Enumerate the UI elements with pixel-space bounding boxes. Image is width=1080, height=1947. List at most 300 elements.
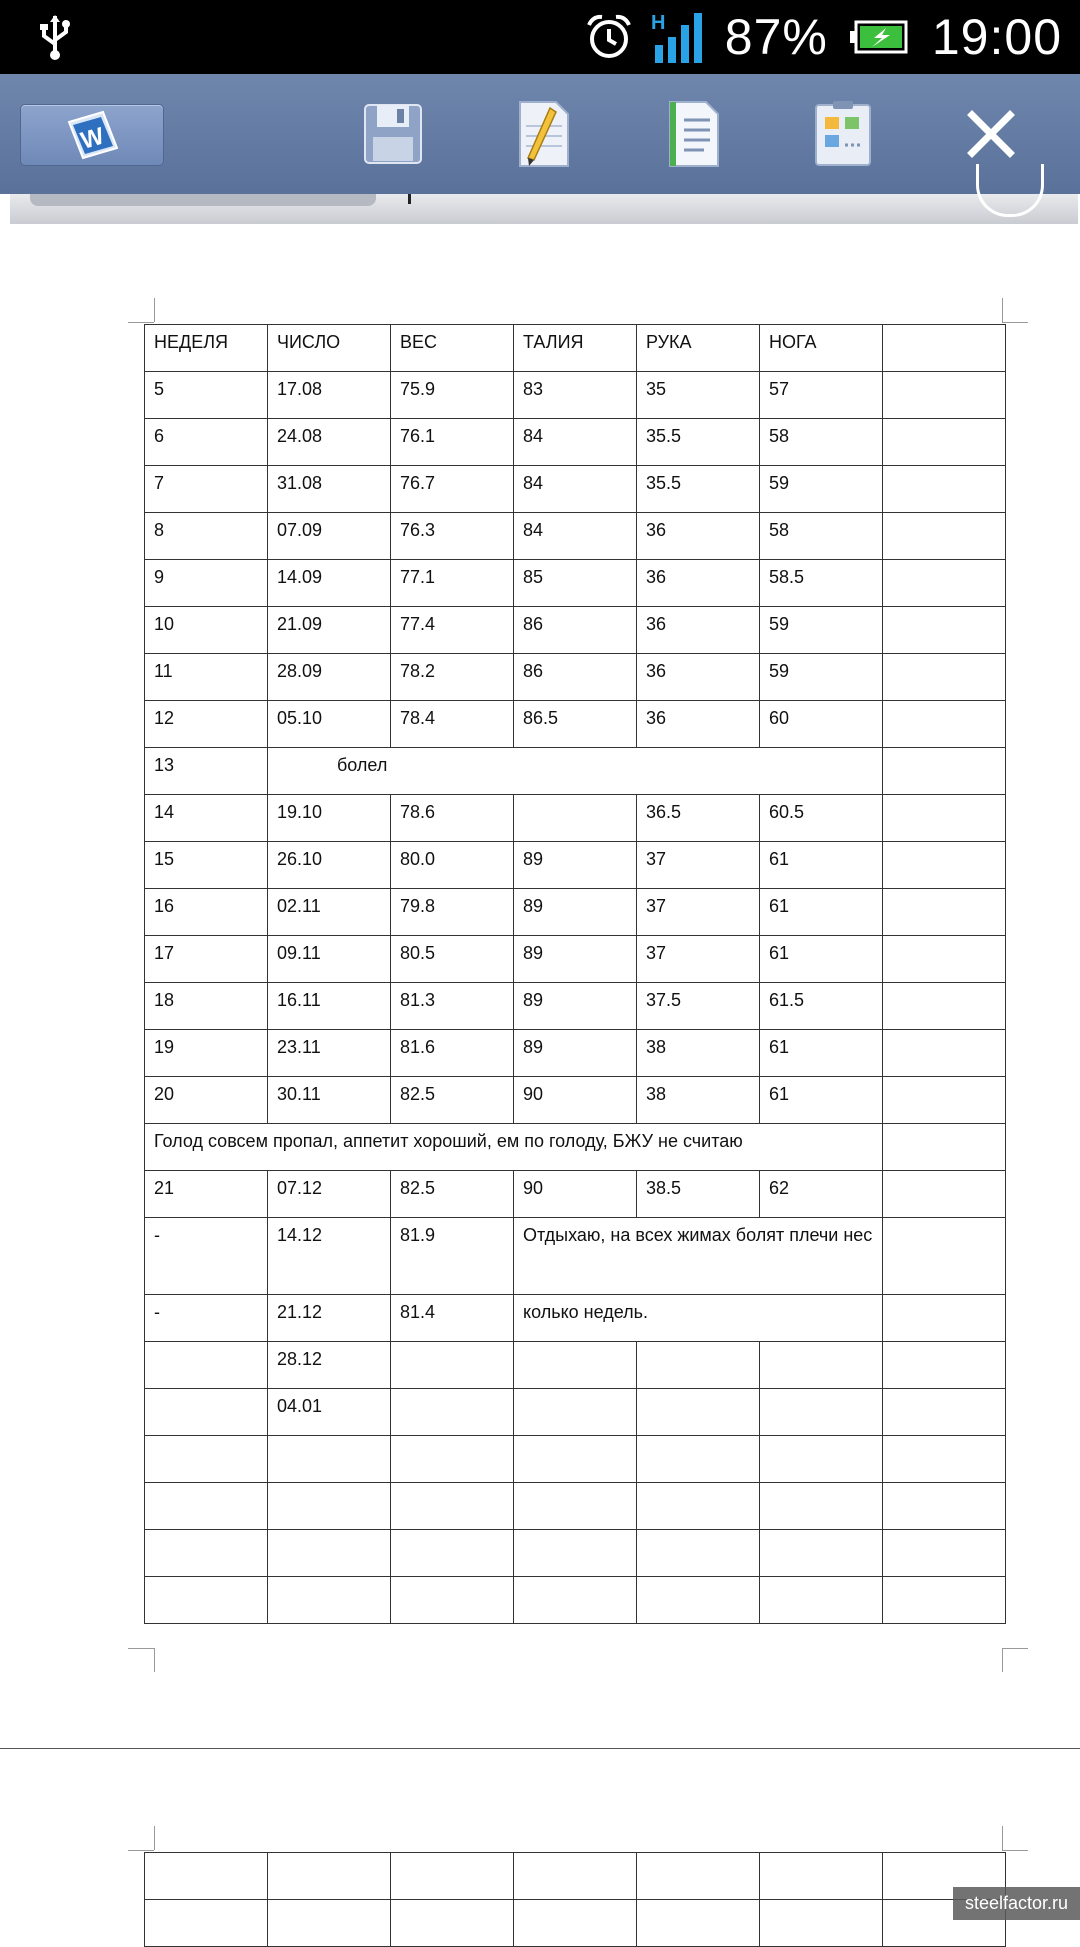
table-cell[interactable] — [391, 1077, 514, 1124]
table-cell[interactable] — [637, 560, 760, 607]
table-cell[interactable] — [883, 1577, 1006, 1624]
table-cell[interactable] — [760, 842, 883, 889]
table-cell[interactable] — [145, 1853, 268, 1900]
table-row — [145, 936, 1006, 983]
cell-text: 28.12 — [277, 1349, 323, 1369]
table-cell[interactable] — [391, 795, 514, 842]
cell-text — [892, 607, 1005, 610]
table-cell[interactable] — [514, 372, 637, 419]
table-cell[interactable] — [391, 654, 514, 701]
table-cell[interactable] — [760, 889, 883, 936]
table-cell[interactable] — [760, 936, 883, 983]
table-cell[interactable] — [637, 983, 760, 1030]
cell-text — [892, 1030, 1005, 1033]
cell-text: 61 — [769, 943, 790, 963]
note-cell[interactable] — [268, 748, 883, 795]
table-cell[interactable] — [268, 513, 391, 560]
column-header[interactable] — [145, 325, 268, 372]
page-corner-mark — [1002, 1648, 1003, 1672]
table-cell[interactable] — [883, 889, 1006, 936]
cell-text: 07.12 — [277, 1178, 323, 1198]
table-row — [145, 1436, 1006, 1483]
page-corner-mark — [1002, 322, 1028, 323]
table-cell[interactable] — [883, 1530, 1006, 1577]
table-cell[interactable] — [514, 983, 637, 1030]
table-cell[interactable] — [637, 1030, 760, 1077]
cell-text: 81.4 — [400, 1302, 436, 1322]
table-cell[interactable] — [883, 419, 1006, 466]
cell-text: РУКА — [646, 332, 692, 352]
cell-text: 81.6 — [400, 1037, 436, 1057]
table-cell[interactable] — [760, 1483, 883, 1530]
table-cell[interactable] — [268, 701, 391, 748]
table-cell[interactable] — [760, 983, 883, 1030]
column-header[interactable] — [637, 325, 760, 372]
table-cell[interactable] — [883, 842, 1006, 889]
save-button[interactable] — [356, 86, 430, 182]
table-cell[interactable] — [883, 1483, 1006, 1530]
table-cell[interactable] — [637, 419, 760, 466]
table-cell[interactable] — [883, 1124, 1006, 1171]
table-row — [145, 1030, 1006, 1077]
table-cell[interactable] — [760, 1436, 883, 1483]
table-row — [145, 1483, 1006, 1530]
cell-text: 58 — [769, 426, 790, 446]
table-cell[interactable] — [145, 842, 268, 889]
table-cell[interactable] — [760, 1342, 883, 1389]
sick-row — [145, 748, 1006, 795]
table-cell[interactable] — [145, 513, 268, 560]
table-cell[interactable] — [268, 795, 391, 842]
column-header[interactable] — [514, 325, 637, 372]
table-cell[interactable] — [760, 1853, 883, 1900]
cell-text — [523, 1577, 636, 1580]
table-cell[interactable] — [268, 1030, 391, 1077]
cell-text: 80.5 — [400, 943, 436, 963]
table-cell[interactable] — [145, 607, 268, 654]
note-row — [145, 1124, 1006, 1171]
note-cell[interactable] — [514, 1295, 883, 1342]
cell-text: 59 — [769, 473, 790, 493]
cell-text: 57 — [769, 379, 790, 399]
table-cell[interactable] — [883, 1295, 1006, 1342]
floppy-disk-icon — [363, 103, 423, 165]
cell-text: 61 — [769, 1037, 790, 1057]
table-cell[interactable] — [883, 607, 1006, 654]
table-cell[interactable] — [145, 372, 268, 419]
table-cell[interactable] — [883, 560, 1006, 607]
cell-text — [646, 1342, 759, 1345]
table-cell[interactable] — [883, 1171, 1006, 1218]
table-cell[interactable] — [268, 842, 391, 889]
table-cell[interactable] — [760, 1577, 883, 1624]
cell-text: 23.11 — [277, 1037, 321, 1057]
measurements-table-page2 — [144, 1852, 1006, 1947]
cell-text: 84 — [523, 473, 544, 493]
cell-text — [277, 1577, 390, 1580]
table-cell[interactable] — [145, 1218, 268, 1295]
table-cell[interactable] — [514, 466, 637, 513]
cell-text — [523, 1389, 636, 1392]
table-cell[interactable] — [514, 607, 637, 654]
table-cell[interactable] — [760, 372, 883, 419]
table-cell[interactable] — [391, 372, 514, 419]
cell-text: 37 — [646, 896, 667, 916]
cell-text: 12 — [154, 708, 175, 728]
table-cell[interactable] — [760, 1900, 883, 1947]
column-header[interactable] — [883, 325, 1006, 372]
table-cell[interactable] — [514, 1389, 637, 1436]
table-cell[interactable] — [268, 1853, 391, 1900]
cell-text: 30.11 — [277, 1084, 321, 1104]
table-cell[interactable] — [514, 889, 637, 936]
page-corner-mark — [154, 1648, 155, 1672]
table-cell[interactable] — [391, 1436, 514, 1483]
cell-text — [523, 1483, 636, 1486]
table-cell[interactable] — [514, 1171, 637, 1218]
table-cell[interactable] — [514, 1483, 637, 1530]
table-cell[interactable] — [391, 607, 514, 654]
table-cell[interactable] — [760, 419, 883, 466]
table-cell[interactable] — [391, 560, 514, 607]
table-cell[interactable] — [883, 748, 1006, 795]
cell-text: 17 — [154, 943, 175, 963]
table-cell[interactable] — [145, 1900, 268, 1947]
table-cell[interactable] — [883, 1077, 1006, 1124]
cell-text: 21.12 — [277, 1302, 323, 1322]
table-cell[interactable] — [514, 936, 637, 983]
page-corner-mark — [1002, 1648, 1028, 1649]
table-cell[interactable] — [883, 1030, 1006, 1077]
cell-text — [892, 701, 1005, 704]
table-cell[interactable] — [637, 795, 760, 842]
table-cell[interactable] — [391, 1389, 514, 1436]
table-cell[interactable] — [391, 1171, 514, 1218]
cell-text: 09.11 — [277, 943, 321, 963]
table-cell[interactable] — [391, 1295, 514, 1342]
table-cell[interactable] — [514, 842, 637, 889]
table-cell[interactable] — [268, 1077, 391, 1124]
edit-button[interactable] — [506, 86, 580, 182]
cell-text: 77.1 — [400, 567, 436, 587]
cell-text — [769, 1577, 882, 1580]
table-cell[interactable] — [760, 513, 883, 560]
table-cell[interactable] — [145, 1577, 268, 1624]
cell-text: 86.5 — [523, 708, 559, 728]
table-cell[interactable] — [268, 560, 391, 607]
table-cell[interactable] — [391, 1900, 514, 1947]
table-cell[interactable] — [514, 795, 637, 842]
table-cell[interactable] — [637, 1900, 760, 1947]
table-cell[interactable] — [391, 842, 514, 889]
cell-text — [769, 1436, 882, 1439]
table-cell[interactable] — [268, 1295, 391, 1342]
cell-text: 38.5 — [646, 1178, 682, 1198]
cell-text: 89 — [523, 1037, 544, 1057]
cell-text: 62 — [769, 1178, 790, 1198]
table-cell[interactable] — [391, 983, 514, 1030]
cell-text: 86 — [523, 661, 544, 681]
table-cell[interactable] — [391, 1530, 514, 1577]
measurements-table — [144, 324, 1006, 1624]
table-cell[interactable] — [883, 1436, 1006, 1483]
table-cell[interactable] — [760, 1077, 883, 1124]
table-cell[interactable] — [760, 1530, 883, 1577]
cell-text — [892, 1577, 1005, 1580]
table-cell[interactable] — [883, 654, 1006, 701]
table-cell[interactable] — [637, 1342, 760, 1389]
cell-text — [892, 419, 1005, 422]
page-corner-mark — [1002, 1850, 1028, 1851]
cell-text: 11 — [154, 661, 173, 681]
table-cell[interactable] — [145, 701, 268, 748]
toolbar-shadow-strip — [10, 194, 1078, 226]
table-cell[interactable] — [391, 419, 514, 466]
cell-text: 37.5 — [646, 990, 682, 1010]
table-cell[interactable] — [514, 654, 637, 701]
cell-text — [277, 1530, 390, 1533]
table-cell[interactable] — [637, 936, 760, 983]
table-cell[interactable] — [637, 842, 760, 889]
cell-text: 83 — [523, 379, 544, 399]
cell-text: 5 — [154, 379, 165, 399]
table-cell[interactable] — [883, 513, 1006, 560]
table-cell[interactable] — [883, 936, 1006, 983]
document-page[interactable] — [0, 224, 1080, 1920]
table-cell[interactable] — [760, 1030, 883, 1077]
cell-text — [646, 1483, 759, 1486]
table-cell[interactable] — [514, 1077, 637, 1124]
cell-text — [892, 1483, 1005, 1486]
table-cell[interactable] — [145, 889, 268, 936]
table-cell[interactable] — [268, 1900, 391, 1947]
column-header[interactable] — [391, 325, 514, 372]
table-cell[interactable] — [883, 983, 1006, 1030]
cell-text — [154, 1342, 267, 1345]
table-cell[interactable] — [145, 1483, 268, 1530]
cell-text: 31.08 — [277, 473, 323, 493]
table-cell[interactable] — [145, 560, 268, 607]
table-cell[interactable] — [637, 1853, 760, 1900]
table-cell[interactable] — [145, 1171, 268, 1218]
table-cell[interactable] — [268, 1218, 391, 1295]
note-cell[interactable] — [514, 1218, 883, 1295]
table-cell[interactable] — [268, 889, 391, 936]
clipboard-icon — [813, 101, 873, 167]
table-cell[interactable] — [391, 1342, 514, 1389]
cell-text — [523, 1342, 636, 1345]
table-cell[interactable] — [760, 1389, 883, 1436]
battery-percent: 87% — [724, 9, 828, 65]
page-corner-mark — [128, 322, 154, 323]
table-cell[interactable] — [637, 1389, 760, 1436]
table-cell[interactable] — [760, 560, 883, 607]
table-cell[interactable] — [145, 1342, 268, 1389]
table-cell[interactable] — [145, 1389, 268, 1436]
cell-text: 36 — [646, 567, 667, 587]
cell-text — [892, 1530, 1005, 1533]
cell-text — [892, 936, 1005, 939]
table-cell[interactable] — [637, 654, 760, 701]
table-cell[interactable] — [514, 513, 637, 560]
table-cell[interactable] — [145, 1530, 268, 1577]
table-cell[interactable] — [637, 466, 760, 513]
table-cell[interactable] — [637, 607, 760, 654]
table-cell[interactable] — [391, 889, 514, 936]
table-cell[interactable] — [514, 560, 637, 607]
table-cell[interactable] — [145, 1077, 268, 1124]
table-cell[interactable] — [637, 1530, 760, 1577]
table-cell[interactable] — [145, 795, 268, 842]
table-cell[interactable] — [514, 1900, 637, 1947]
table-cell[interactable] — [760, 654, 883, 701]
table-cell[interactable] — [391, 466, 514, 513]
table-cell[interactable] — [268, 607, 391, 654]
table-cell[interactable] — [760, 1171, 883, 1218]
cell-text — [769, 1530, 882, 1533]
table-cell[interactable] — [514, 1436, 637, 1483]
table-cell[interactable] — [883, 372, 1006, 419]
table-cell[interactable] — [268, 936, 391, 983]
table-cell[interactable] — [883, 1389, 1006, 1436]
table-cell[interactable] — [883, 466, 1006, 513]
cell-text: 76.3 — [400, 520, 436, 540]
cell-text — [523, 795, 636, 798]
cell-text — [892, 560, 1005, 563]
cell-text — [400, 1577, 513, 1580]
table-cell[interactable] — [145, 1030, 268, 1077]
cell-text: 16.11 — [277, 990, 321, 1010]
table-cell[interactable] — [268, 1483, 391, 1530]
table-cell[interactable] — [637, 889, 760, 936]
cell-text — [892, 842, 1005, 845]
note-cell[interactable] — [145, 1124, 883, 1171]
table-cell[interactable] — [514, 419, 637, 466]
table-cell[interactable] — [391, 936, 514, 983]
cell-text: 35 — [646, 379, 667, 399]
cell-text: 14 — [154, 802, 175, 822]
cell-text: 76.1 — [400, 426, 436, 446]
table-cell[interactable] — [268, 372, 391, 419]
cell-text: 80.0 — [400, 849, 436, 869]
cell-text: 19 — [154, 1037, 175, 1057]
table-cell[interactable] — [268, 419, 391, 466]
page-corner-mark — [128, 1850, 154, 1851]
cell-text — [892, 654, 1005, 657]
table-cell[interactable] — [637, 1171, 760, 1218]
cell-text — [892, 1124, 1005, 1127]
table-cell[interactable] — [145, 748, 268, 795]
table-cell[interactable] — [268, 654, 391, 701]
clipboard-button[interactable] — [806, 86, 880, 182]
cell-text: 16 — [154, 896, 175, 916]
table-cell[interactable] — [268, 1530, 391, 1577]
table-cell[interactable] — [883, 701, 1006, 748]
table-cell[interactable] — [391, 1577, 514, 1624]
table-cell[interactable] — [514, 1030, 637, 1077]
table-header-row — [145, 325, 1006, 372]
cell-text: 59 — [769, 661, 790, 681]
table-cell[interactable] — [514, 1342, 637, 1389]
table-cell[interactable] — [883, 795, 1006, 842]
table-cell[interactable] — [391, 1853, 514, 1900]
table-cell[interactable] — [637, 1483, 760, 1530]
cell-text: 60.5 — [769, 802, 805, 822]
table-cell[interactable] — [637, 513, 760, 560]
table-cell[interactable] — [514, 1853, 637, 1900]
table-row — [145, 372, 1006, 419]
cell-text — [892, 1171, 1005, 1174]
cell-text — [400, 1483, 513, 1486]
table-cell[interactable] — [145, 983, 268, 1030]
table-cell[interactable] — [268, 983, 391, 1030]
table-cell[interactable] — [145, 419, 268, 466]
cell-text: 82.5 — [400, 1178, 436, 1198]
table-cell[interactable] — [514, 701, 637, 748]
table-cell[interactable] — [268, 1171, 391, 1218]
document-list-button[interactable] — [656, 86, 730, 182]
table-cell[interactable] — [637, 372, 760, 419]
table-cell[interactable] — [760, 607, 883, 654]
table-cell[interactable] — [145, 654, 268, 701]
table-cell[interactable] — [637, 1577, 760, 1624]
table-cell[interactable] — [760, 795, 883, 842]
table-cell[interactable] — [391, 1483, 514, 1530]
cell-text: 35.5 — [646, 426, 682, 446]
cell-text: ВЕС — [400, 332, 438, 352]
table-cell[interactable] — [514, 1530, 637, 1577]
table-cell[interactable] — [145, 466, 268, 513]
word-app-button[interactable] — [20, 104, 164, 166]
table-cell[interactable] — [637, 701, 760, 748]
table-cell[interactable] — [391, 513, 514, 560]
cell-text: 90 — [523, 1178, 544, 1198]
table-cell[interactable] — [760, 701, 883, 748]
table-cell[interactable] — [145, 1436, 268, 1483]
cell-text: ТАЛИЯ — [523, 332, 584, 352]
table-cell[interactable] — [268, 1436, 391, 1483]
table-cell[interactable] — [145, 936, 268, 983]
table-cell[interactable] — [760, 466, 883, 513]
word-document-icon — [63, 110, 121, 160]
table-row — [145, 983, 1006, 1030]
cell-text: 81.3 — [400, 990, 436, 1010]
cell-text: 78.2 — [400, 661, 436, 681]
table-cell[interactable] — [637, 1436, 760, 1483]
table-cell[interactable] — [268, 1342, 391, 1389]
table-cell[interactable] — [145, 1295, 268, 1342]
table-cell[interactable] — [637, 1077, 760, 1124]
column-header[interactable] — [268, 325, 391, 372]
table-cell[interactable] — [268, 1389, 391, 1436]
table-cell[interactable] — [268, 1577, 391, 1624]
table-row — [145, 607, 1006, 654]
cell-text — [892, 466, 1005, 469]
cell-text: НЕДЕЛЯ — [154, 332, 229, 352]
column-header[interactable] — [760, 325, 883, 372]
cell-text: 90 — [523, 1084, 544, 1104]
table-cell[interactable] — [514, 1577, 637, 1624]
table-cell[interactable] — [268, 466, 391, 513]
cell-text — [892, 372, 1005, 375]
table-cell[interactable] — [391, 1218, 514, 1295]
table-cell[interactable] — [883, 1218, 1006, 1295]
table-cell[interactable] — [391, 1030, 514, 1077]
cell-text: 76.7 — [400, 473, 436, 493]
table-cell[interactable] — [883, 1342, 1006, 1389]
table-row — [145, 513, 1006, 560]
table-cell[interactable] — [391, 701, 514, 748]
